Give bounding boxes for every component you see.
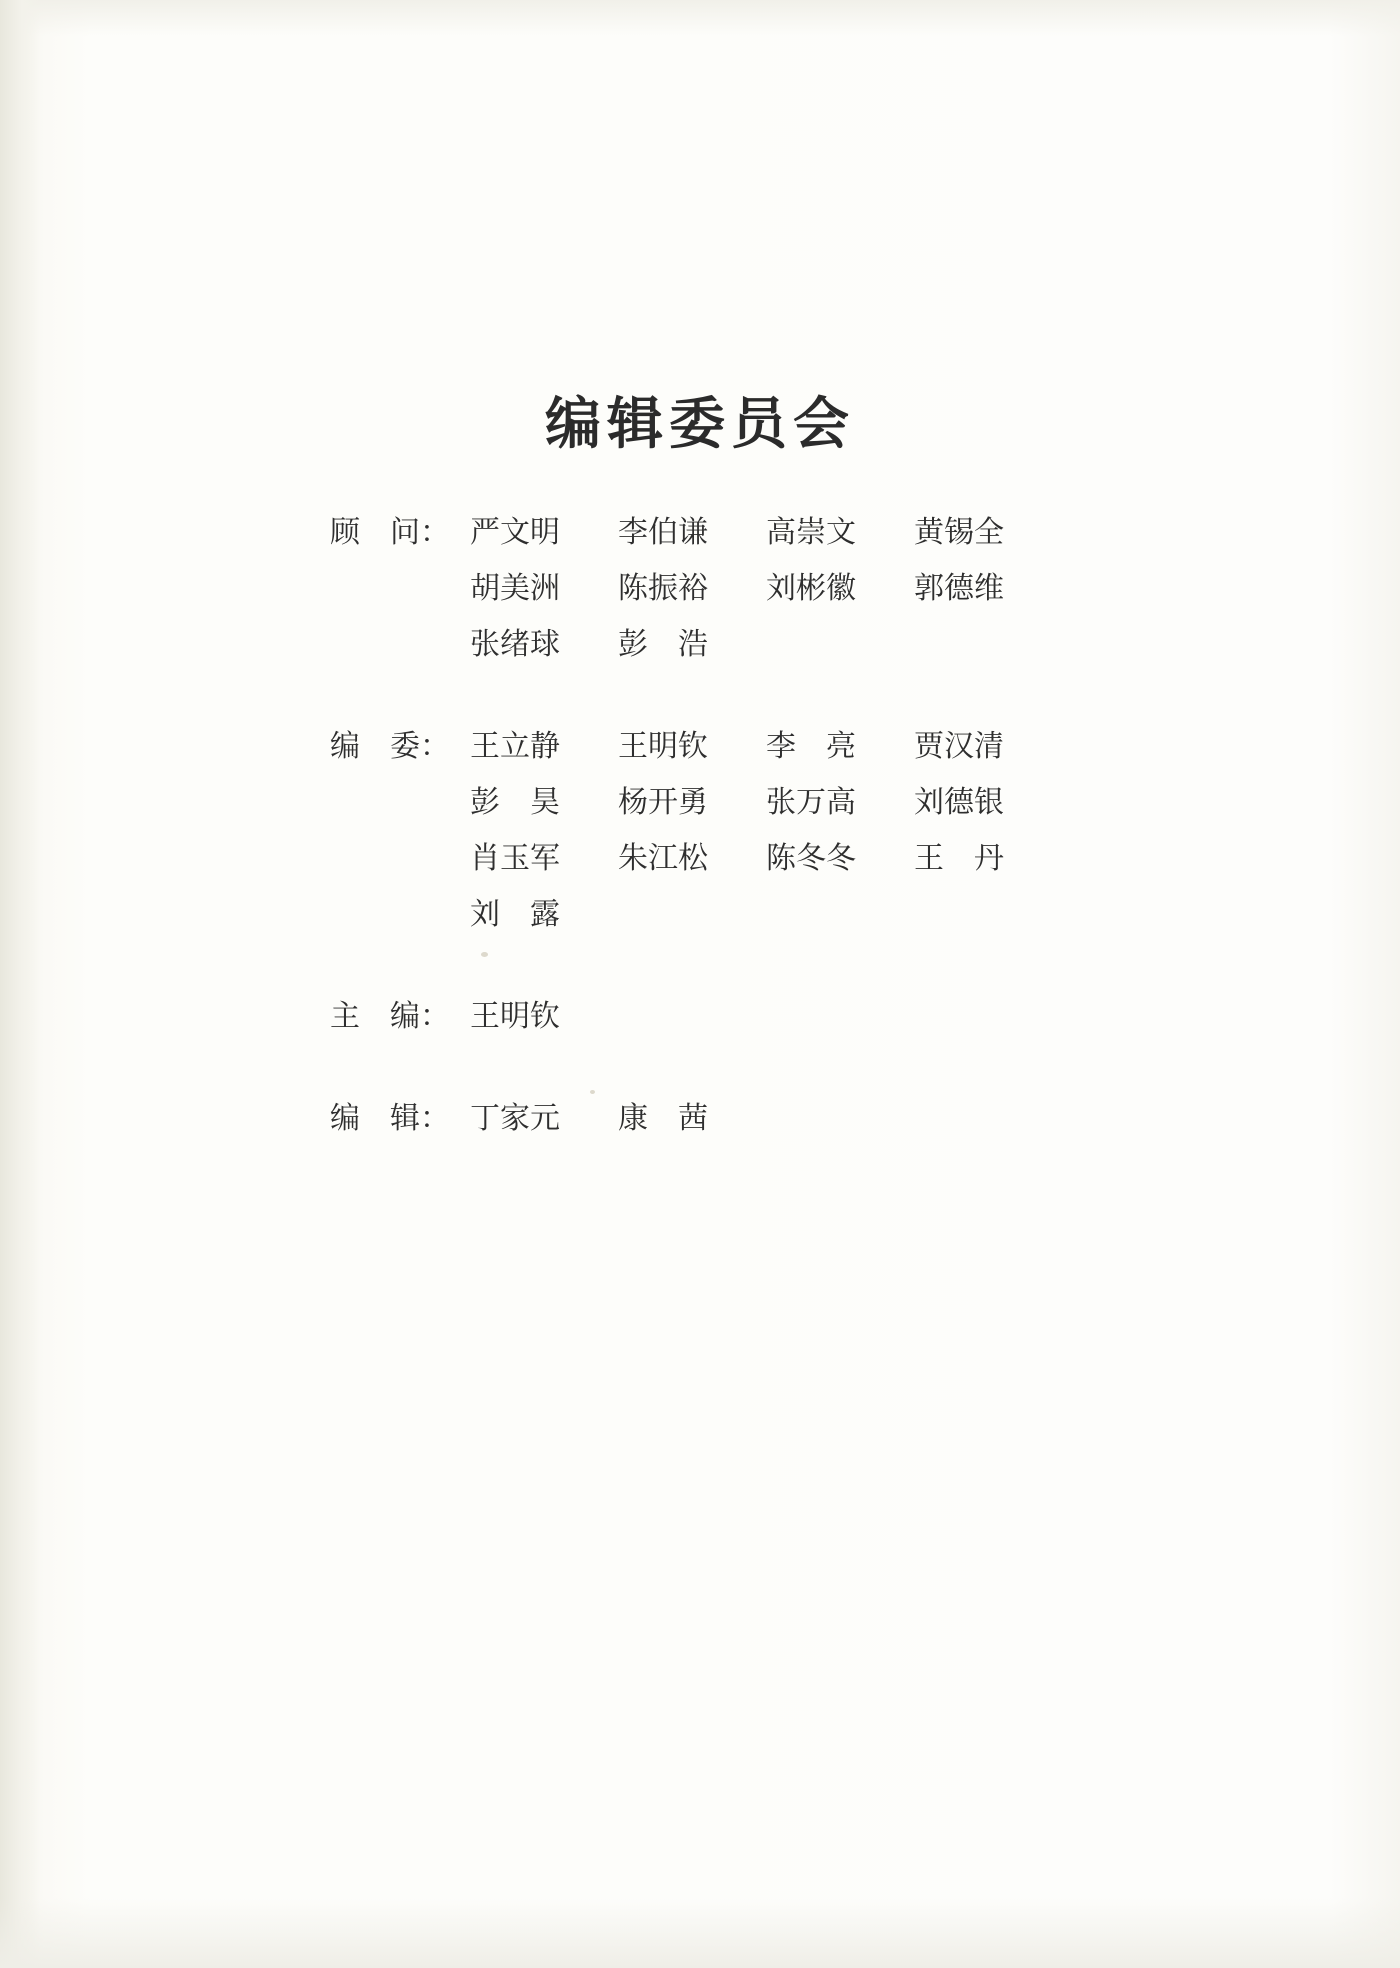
person-name: 王立静 xyxy=(470,729,560,764)
person-name: 陈冬冬 xyxy=(766,841,856,876)
person-name: 刘彬徽 xyxy=(766,571,856,606)
person-name: 朱江松 xyxy=(618,841,708,876)
name-row xyxy=(470,719,1090,775)
page-title: 编辑委员会 xyxy=(545,391,855,457)
credit-names-editors xyxy=(470,1091,1090,1147)
person-name: 高崇文 xyxy=(766,515,856,550)
person-name: 贾汉清 xyxy=(914,729,1004,764)
credit-group-editors xyxy=(330,1091,1090,1147)
scan-speck xyxy=(590,1090,595,1094)
credit-names-editorial-board xyxy=(470,719,1090,943)
person-name: 郭德维 xyxy=(914,571,1004,606)
name-row xyxy=(470,505,1090,561)
credit-label-editor-in-chief: 主 编： xyxy=(330,999,450,1034)
person-name: 丁家元 xyxy=(470,1101,560,1136)
credit-label-editors: 编 辑： xyxy=(330,1101,450,1136)
person-name: 康 茜 xyxy=(618,1101,708,1136)
person-name: 张万高 xyxy=(766,785,856,820)
name-row xyxy=(470,561,1090,617)
person-name: 刘 露 xyxy=(470,897,560,932)
name-row xyxy=(470,617,1090,673)
credit-names-advisors xyxy=(470,505,1090,673)
scan-speck xyxy=(481,952,488,957)
person-name: 刘德银 xyxy=(914,785,1004,820)
person-name: 黄锡全 xyxy=(914,515,1004,550)
person-name: 王明钦 xyxy=(470,999,560,1034)
credit-group-editor-in-chief xyxy=(330,989,1090,1045)
person-name: 肖玉军 xyxy=(470,841,560,876)
person-name: 胡美洲 xyxy=(470,571,560,606)
credits-list xyxy=(330,505,1090,1193)
credit-group-advisors xyxy=(330,505,1090,673)
person-name: 王明钦 xyxy=(618,729,708,764)
name-row xyxy=(470,1091,1090,1147)
person-name: 李伯谦 xyxy=(618,515,708,550)
credit-label-editorial-board: 编 委： xyxy=(330,729,450,764)
credit-label-advisors: 顾 问： xyxy=(330,515,450,550)
name-row xyxy=(470,887,1090,943)
credit-group-editorial-board xyxy=(330,719,1090,943)
name-row xyxy=(470,989,1090,1045)
name-row xyxy=(470,831,1090,887)
name-row xyxy=(470,775,1090,831)
person-name: 陈振裕 xyxy=(618,571,708,606)
person-name: 张绪球 xyxy=(470,627,560,662)
person-name: 王 丹 xyxy=(914,841,1004,876)
credit-names-editor-in-chief xyxy=(470,989,1090,1045)
person-name: 杨开勇 xyxy=(618,785,708,820)
person-name: 彭 浩 xyxy=(618,627,708,662)
person-name: 严文明 xyxy=(470,515,560,550)
person-name: 李 亮 xyxy=(766,729,856,764)
person-name: 彭 昊 xyxy=(470,785,560,820)
